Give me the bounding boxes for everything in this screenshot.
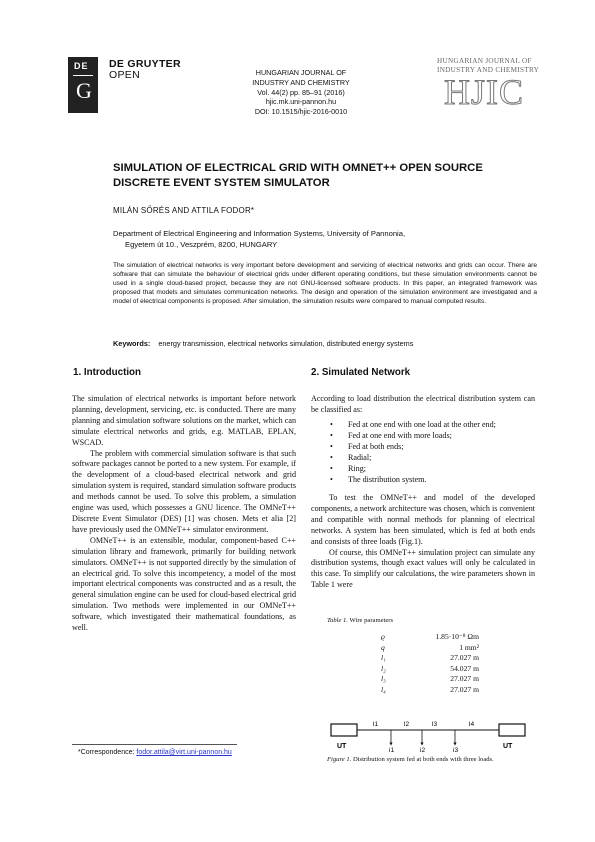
list-item: • Fed at one end with more loads; xyxy=(330,431,496,442)
simulated-network-body xyxy=(311,493,535,591)
publisher-name: DE GRUYTER OPEN xyxy=(109,58,181,81)
journal-volume: Vol. 44(2) pp. 85–91 (2016) xyxy=(257,87,345,97)
paragraph: Of course, this OMNeT++ simulation project can simulate any distribution systems, though exact values will only be calculated in this case. To simplify our calculations, the wire parameters shown in Table 1 were xyxy=(311,547,535,590)
paragraph: To test the OMNeT++ and model of the developed components, a network architecture was chosen, which is convenient and compatible with normal methods for planning of electrical networks. A system has been simulated, which is fed at both ends and consists of three loads (Fig.1). xyxy=(311,493,535,546)
list-item: • Fed at both ends; xyxy=(330,442,496,453)
segment-label: l1 xyxy=(373,721,379,728)
footnote-divider xyxy=(72,744,237,745)
simulated-network-intro xyxy=(311,394,535,416)
wire-parameters-table xyxy=(381,632,479,695)
load-label: i1 xyxy=(389,747,395,754)
source-box-left xyxy=(331,724,357,736)
figure-caption: Figure 1. Distribution system fed at both ends with three loads. xyxy=(327,756,494,763)
segment-label: l2 xyxy=(404,721,410,728)
hjic-logo-title: HUNGARIAN JOURNAL OF INDUSTRY AND CHEMISTRY xyxy=(437,57,540,74)
keywords-text: energy transmission, electrical networks simulation, distributed energy systems xyxy=(158,339,414,348)
table-caption: Table 1. Wire parameters xyxy=(327,617,394,624)
journal-url: hjic.mk.uni-pannon.hu xyxy=(265,97,337,107)
journal-name-line1: HUNGARIAN JOURNAL OF xyxy=(255,68,347,77)
source-box-right xyxy=(499,724,525,736)
label-ut-right: UT xyxy=(503,743,513,750)
paragraph: According to load distribution the electrical distribution system can be classified as: xyxy=(311,394,535,414)
list-item: • Radial; xyxy=(330,453,496,464)
load-label: i3 xyxy=(453,747,459,754)
table-row: q 1 mm² xyxy=(381,642,479,652)
journal-info xyxy=(240,68,362,117)
keywords-label: Keywords: xyxy=(113,339,151,348)
segment-label: l4 xyxy=(469,721,475,728)
introduction-body xyxy=(72,394,296,634)
footnote xyxy=(78,749,232,756)
segment-label: l3 xyxy=(432,721,438,728)
correspondence-email-link[interactable]: fodor.attila@virt.uni-pannon.hu xyxy=(136,749,232,756)
authors: MILÁN SŐRÉS AND ATTILA FODOR* xyxy=(113,206,255,215)
paper-title: SIMULATION OF ELECTRICAL GRID WITH OMNET++ OPEN SOURCE DISCRETE EVENT SYSTEM SIMULATOR xyxy=(113,162,483,189)
table-row: ϱ 1.85·10⁻⁸ Ωm xyxy=(381,632,479,641)
list-item: • The distribution system. xyxy=(330,475,496,486)
section-heading-simulated-network: 2. Simulated Network xyxy=(311,367,411,378)
table-row: l₄ 27.027 m xyxy=(381,684,479,694)
distribution-list xyxy=(330,420,496,485)
keywords xyxy=(113,339,413,348)
section-heading-introduction: 1. Introduction xyxy=(73,367,142,378)
table-row: l₂ 54.027 m xyxy=(381,663,479,673)
affiliation: Department of Electrical Engineering and Information Systems, University of Pannonia, Egyetem út 10., Veszprém, 8200, HUNGARY xyxy=(113,229,406,249)
table-row: l₃ 27.027 m xyxy=(381,674,479,683)
logo-text-g: G xyxy=(76,78,92,103)
journal-doi: DOI: 10.1515/hjic-2016-0010 xyxy=(254,107,348,117)
paragraph: The simulation of electrical networks is important before network planning, development, servicing, etc. is conducted. There are many planning and simulation software solutions on the market, which can simulate electrical networks and grids, e.g. MATLAB, EPLAN, WSCAD. xyxy=(72,394,296,447)
load-label: i2 xyxy=(420,747,426,754)
list-item: • Fed at one end with one load at the other end; xyxy=(330,420,496,431)
logo-text-de: DE xyxy=(74,61,89,71)
abstract: The simulation of electrical networks is very important before development and servicing of electrical networks and grids can occur. There are software that can simulate the behaviour of electrical grids under different operating conditions, but these simulation environments cannot be used in a single cloud-based project, because they are not GNU-licensed software products. In this paper, an integrated framework was proposed that models and simulates communication networks. The design and operation of the simulation environment are investigated and a model of electrical components is proposed. After simulation, the simulation results were compared to manual computed results. xyxy=(113,262,537,305)
list-item: • Ring; xyxy=(330,464,496,475)
de-gruyter-logo xyxy=(68,57,98,113)
journal-name-line2: INDUSTRY AND CHEMISTRY xyxy=(252,77,350,87)
label-ut-left: UT xyxy=(337,743,347,750)
table-row: l₁ 27.027 m xyxy=(381,653,479,662)
paragraph: OMNeT++ is an extensible, modular, component-based C++ simulation library and framework, primarily for building network simulators. OMNeT++ is not supported directly by the simulation of an electrical grid. To solve this incompetency, a model of the most important electrical components was constructed and as a result, the general simulation engine can be used for cloud-based electrical grid simulation. Two methods were implemented in our OMNeT++ software, which investigated their mathematical foundations, as well. xyxy=(72,535,296,633)
footnote-label: *Correspondence: xyxy=(78,749,137,756)
hjic-logo: HJIC xyxy=(444,72,525,112)
paragraph: The problem with commercial simulation software is that such software packages cannot be ported to a new system. For example, if the development of a cloud-based electrical network and grid simulation system is required, standard simulation software products and methods cannot be used. To solve this problem, a simulation engine was used, which possesses a GNU licence. The OMNeT++ Discrete Event Simulator (DES) [1] was chosen. Mets et alia [2] have previously used the OMNeT++ simulator environment. xyxy=(72,448,296,534)
